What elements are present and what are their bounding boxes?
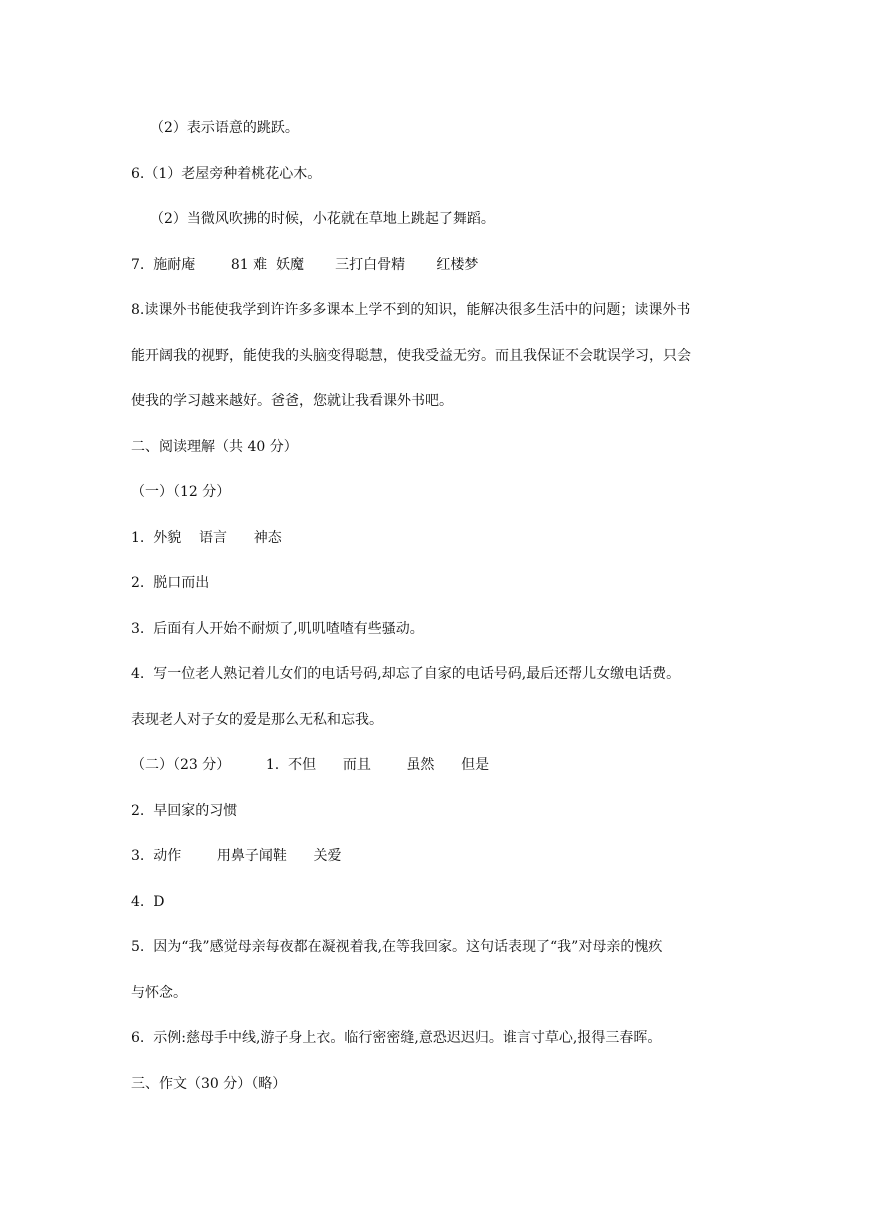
answer-paragraph-line: 4. 写一位老人熟记着儿女们的电话号码,却忘了自家的电话号码,最后还帮儿女缴电话费。 — [131, 666, 681, 682]
answer-line: （2）当微风吹拂的时候，小花就在草地上跳起了舞蹈。 — [150, 211, 495, 227]
answer-paragraph-line: 5. 因为“我”感觉母亲每夜都在凝视着我,在等我回家。这句话表现了“我”对母亲的愧疚 — [131, 939, 663, 955]
answer-line: 1. 外貌 语言 神态 — [131, 530, 282, 546]
section-heading: 三、作文（30 分）（略） — [131, 1076, 287, 1092]
answer-line: 4. D — [131, 894, 165, 910]
answer-line: 6. 示例:慈母手中线,游子身上衣。临行密密缝,意恐迟迟归。谁言寸草心,报得三春晖。 — [131, 1030, 662, 1046]
answer-paragraph-line: 8.读课外书能使我学到许许多多课本上学不到的知识，能解决很多生活中的问题；读课外书 — [131, 302, 691, 318]
answer-line: 3. 后面有人开始不耐烦了,叽叽喳喳有些骚动。 — [131, 621, 424, 637]
section-heading: 二、阅读理解（共 40 分） — [131, 439, 298, 455]
answer-paragraph-line: 与怀念。 — [131, 985, 187, 1001]
answer-paragraph-line: 能开阔我的视野，能使我的头脑变得聪慧，使我受益无穷。而且我保证不会耽误学习，只会 — [131, 348, 691, 364]
answer-line: （2）表示语意的跳跃。 — [150, 120, 299, 136]
answer-line: 7. 施耐庵 81 难 妖魔 三打白骨精 红楼梦 — [131, 257, 479, 273]
answer-paragraph-line: 表现老人对子女的爱是那么无私和忘我。 — [131, 712, 383, 728]
answer-paragraph-line: 使我的学习越来越好。爸爸，您就让我看课外书吧。 — [131, 393, 453, 409]
subsection-heading: （二）（23 分） 1. 不但 而且 虽然 但是 — [131, 757, 490, 773]
answer-line: 2. 脱口而出 — [131, 575, 210, 591]
answer-line: 2. 早回家的习惯 — [131, 803, 238, 819]
answer-line: 3. 动作 用鼻子闻鞋 关爱 — [131, 848, 342, 864]
answer-line: 6.（1）老屋旁种着桃花心木。 — [131, 166, 322, 182]
subsection-heading: （一）（12 分） — [131, 484, 231, 500]
